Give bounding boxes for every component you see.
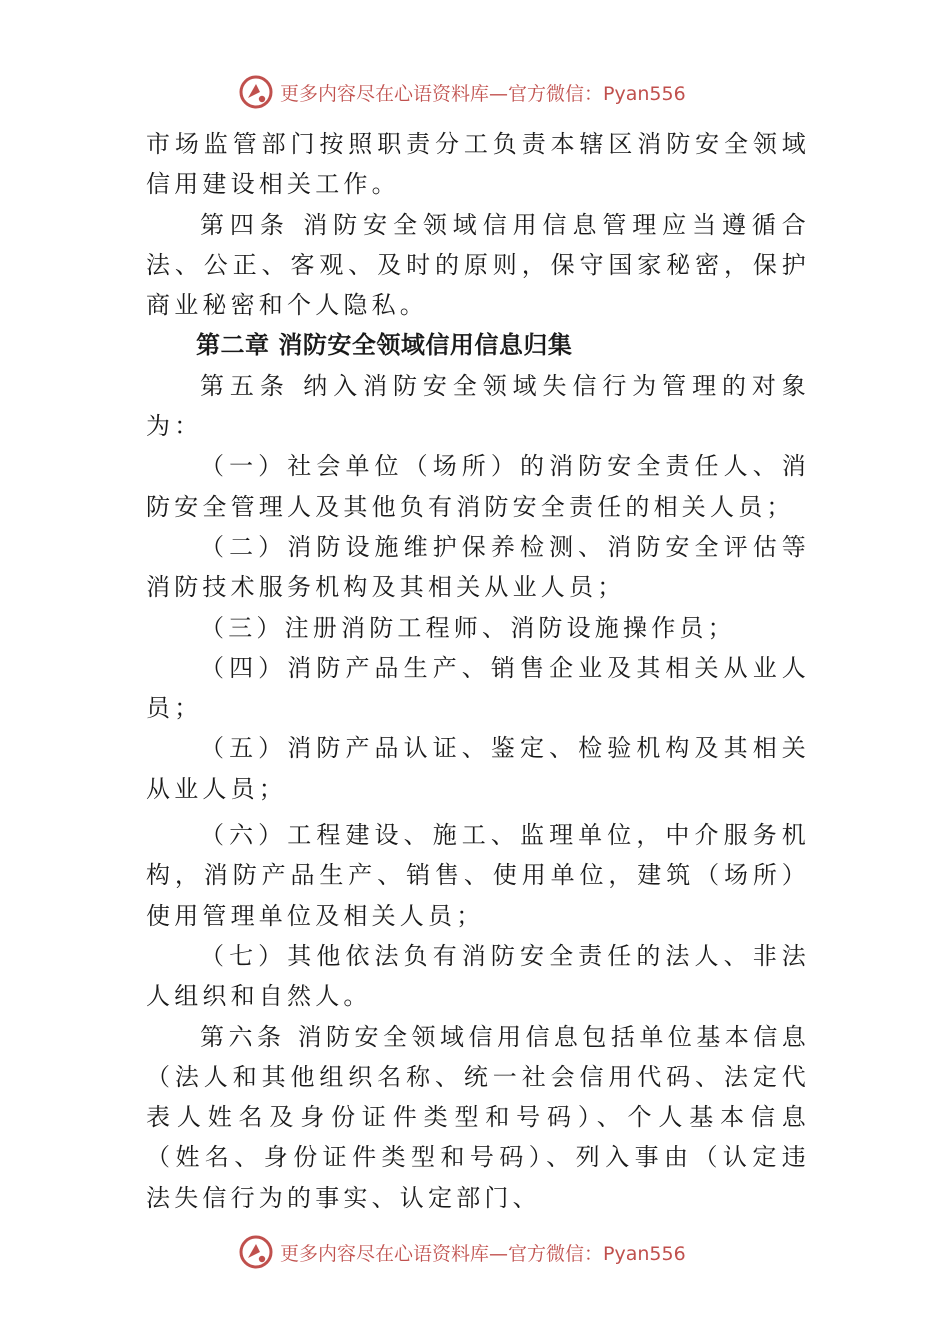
list-item-6: （六）工程建设、施工、监理单位，中介服务机构，消防产品生产、销售、使用单位，建筑（场所）使用管理单位及相关人员； (146, 821, 810, 930)
brand-logo-icon (238, 74, 274, 110)
footer-banner-text: 更多内容尽在心语资料库—官方微信：Pyan556 (280, 1242, 686, 1265)
document-body (146, 124, 810, 1218)
brand-logo-icon (238, 1234, 274, 1270)
footer-banner (238, 1232, 686, 1272)
article-6: 第六条 消防安全领域信用信息包括单位基本信息（法人和其他组织名称、统一社会信用代码、法定代表人姓名及身份证件类型和号码）、个人基本信息（姓名、身份证件类型和号码）、列入事由（认定违法失信行为的事实、认定部门、 (146, 1022, 810, 1212)
list-item-5: （五）消防产品认证、鉴定、检验机构及其相关从业人员； (146, 734, 810, 803)
header-banner (238, 72, 686, 112)
list-item-2: （二）消防设施维护保养检测、消防安全评估等消防技术服务机构及其相关从业人员； (146, 532, 810, 602)
list-item-3: （三）注册消防工程师、消防设施操作员； (200, 613, 736, 642)
article-4: 第四条 消防安全领域信用信息管理应当遵循合法、公正、客观、及时的原则，保守国家秘密，保护商业秘密和个人隐私。 (146, 210, 810, 320)
list-item-1: （一）社会单位（场所）的消防安全责任人、消防安全管理人及其他负有消防安全责任的相关人员； (146, 452, 810, 521)
chapter-2-heading: 第二章 消防安全领域信用信息归集 (196, 331, 573, 360)
list-item-7: （七）其他依法负有消防安全责任的法人、非法人组织和自然人。 (146, 941, 810, 1011)
list-item-4: （四）消防产品生产、销售企业及其相关从业人员； (146, 653, 810, 723)
header-banner-text: 更多内容尽在心语资料库—官方微信：Pyan556 (280, 82, 686, 105)
article-5: 第五条 纳入消防安全领域失信行为管理的对象为： (146, 371, 810, 441)
paragraph-continued: 市场监管部门按照职责分工负责本辖区消防安全领域信用建设相关工作。 (146, 130, 810, 199)
